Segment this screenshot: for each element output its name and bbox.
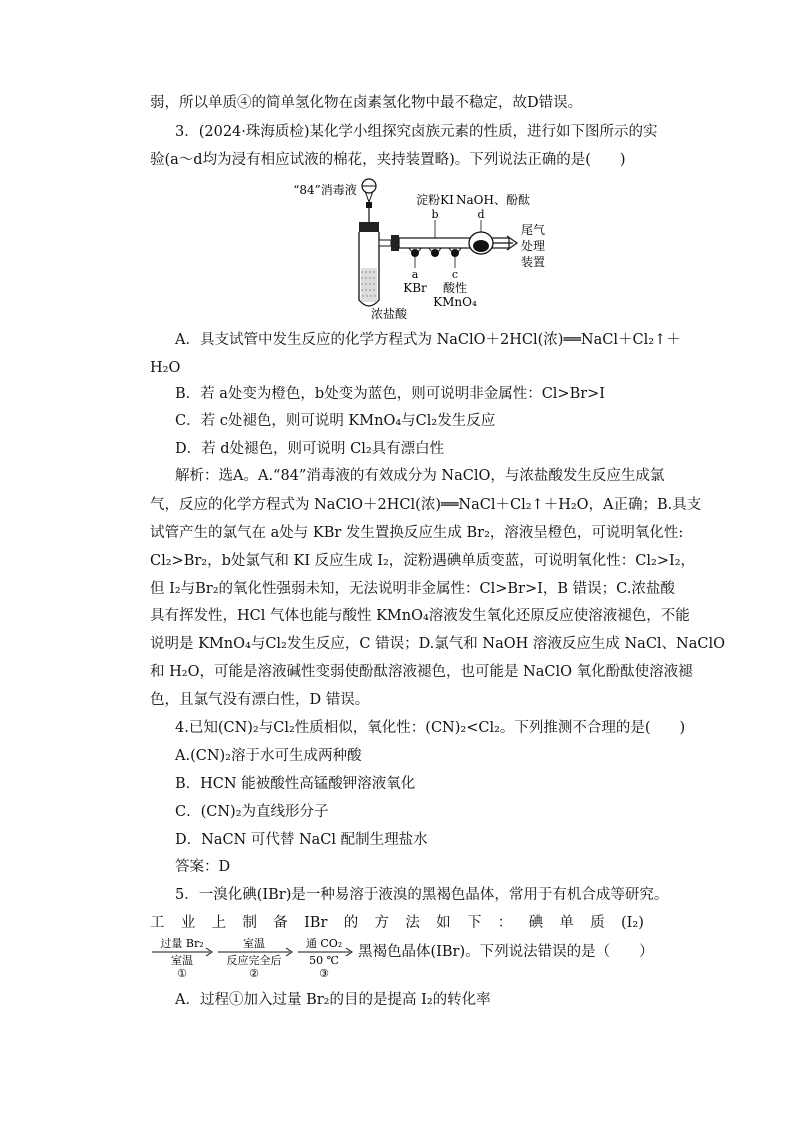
spaced-word: 下 [466,915,482,931]
spaced-word: 质 [590,915,605,931]
label-c-reagent-formula: KMnO₄ [433,295,477,309]
flow-step3-number: ③ [319,967,329,980]
question-5-stem-tail: 黑褐色晶体(IBr)。下列说法错误的是（ ） [358,944,654,960]
question-3-stem-cont: 验(a～d均为浸有相应试液的棉花，夹持装置略)。下列说法正确的是( ) [150,152,626,168]
label-84-disinfectant: “84”消毒液 [293,183,357,197]
option-5a: A．过程①加入过量 Br₂的目的是提高 I₂的转化率 [175,992,491,1008]
option-4a: A.(CN)₂溶于水可生成两种酸 [175,748,362,764]
spaced-word: 单 [559,915,574,931]
spaced-word: IBr [304,915,328,931]
spaced-word: 备 [273,915,288,931]
option-3a: A．具支试管中发生反应的化学方程式为 NaClO＋2HCl(浓)══NaCl＋Cl₂↑＋ [175,332,681,348]
flow-step1-number: ① [177,967,187,980]
label-tail-gas: 尾气 [521,223,545,237]
label-treatment: 处理 [521,239,545,253]
label-c: c [451,268,459,281]
option-3c: C．若 c处褪色，则可说明 KMnO₄与Cl₂发生反应 [175,413,496,429]
spaced-word: 制 [242,915,257,931]
option-4c: C．(CN)₂为直线形分子 [175,804,329,820]
label-d-reagent: NaOH、酚酞 [456,193,530,207]
question-5-stem: 5．一溴化碘(IBr)是一种易溶于液溴的黑褐色晶体，常用于有机合成等研究。 [175,887,669,903]
option-4d: D．NaCN 可代替 NaCl 配制生理盐水 [175,832,428,848]
glass-tube [379,232,517,257]
text-line: 弱，所以单质④的简单氢化物在卤素氢化物中最不稳定，故D错误。 [150,95,583,111]
explanation-line: 和 H₂O，可能是溶液碱性变弱使酚酞溶液褪色，也可能是 NaClO 氧化酚酞使溶液褪 [150,664,693,680]
spaced-word: 方 [374,915,390,931]
option-4b: B．HCN 能被酸性高锰酸钾溶液氧化 [175,776,416,792]
label-b-reagent: 淀粉KI [416,193,454,207]
explanation-line: 试管产生的氯气在 a处与 KBr 发生置换反应生成 Br₂，溶液呈橙色，可说明氧化性: [150,525,684,541]
explanation-line: 气，反应的化学方程式为 NaClO＋2HCl(浓)══NaCl＋Cl₂↑＋H₂O，A正确；B.具支 [150,497,702,513]
question-3-stem: 3．(2024·珠海质检)某化学小组探究卤族元素的性质，进行如下图所示的实 [175,124,658,140]
cotton-d [473,240,489,252]
explanation-line: 但 I₂与Br₂的氧化性强弱未知，无法说明非金属性：Cl>Br>I，B 错误；C.浓盐酸 [150,581,675,597]
flow-step1-condition: 室温 [171,954,193,967]
explanation-line: 具有挥发性，HCl 气体也能与酸性 KMnO₄溶液发生氧化还原反应使溶液褪色，不能 [150,608,690,624]
label-device: 装置 [521,255,545,269]
spaced-word: (I₂) [621,915,644,931]
side-arm-test-tube [359,222,379,306]
spaced-word: ： [497,915,513,931]
question-5-stem-cont [150,912,644,934]
option-3b: B．若 a处变为橙色，b处变为蓝色，则可说明非金属性：Cl>Br>I [175,386,606,402]
explanation-line: 说明是 KMnO₄与Cl₂发生反应，C 错误；D.氯气和 NaOH 溶液反应生成 NaCl、NaClO [150,636,725,652]
spaced-word: 工 [150,915,165,931]
option-3a-cont: H₂O [150,360,181,376]
spaced-word: 如 [436,915,451,931]
spaced-word: 上 [211,915,227,931]
label-d: d [477,208,485,221]
explanation-line: 解析：选A。A.“84”消毒液的有效成分为 NaClO，与浓盐酸发生反应生成氯 [175,468,665,484]
process-flow [150,932,670,980]
spaced-word: 的 [343,915,359,931]
spaced-word: 业 [180,915,196,931]
label-a: a [411,268,419,281]
answer-4: 答案：D [175,859,231,875]
label-b: b [431,208,439,221]
explanation-line: Cl₂>Br₂，b处氯气和 KI 反应生成 I₂，淀粉遇碘单质变蓝，可说明氧化性：Cl₂>I₂， [150,553,696,569]
spaced-word: 法 [405,915,420,931]
flow-step2-condition: 室温 [243,937,265,950]
label-conc-hcl: 浓盐酸 [370,307,408,320]
flow-step3-condition: 50 ℃ [309,954,339,967]
label-c-reagent: 酸性 [442,281,468,295]
flow-step2-number: ② [249,967,259,980]
flow-step1-reagent: 过量 Br₂ [160,937,204,950]
apparatus-diagram [285,172,545,320]
explanation-line: 色，且氯气没有漂白性，D 错误。 [150,692,370,708]
flow-step3-reagent: 通 CO₂ [305,937,343,950]
question-4-stem: 4.已知(CN)₂与Cl₂性质相似，氧化性：(CN)₂<Cl₂。下列推测不合理的是( ) [175,720,686,736]
flow-arrows [150,932,360,980]
spaced-word: 碘 [528,915,544,931]
option-3d: D．若 d处褪色，则可说明 Cl₂具有漂白性 [175,441,445,457]
flow-step2-note: 反应完全后 [226,954,282,967]
label-a-reagent: KBr [403,281,427,295]
